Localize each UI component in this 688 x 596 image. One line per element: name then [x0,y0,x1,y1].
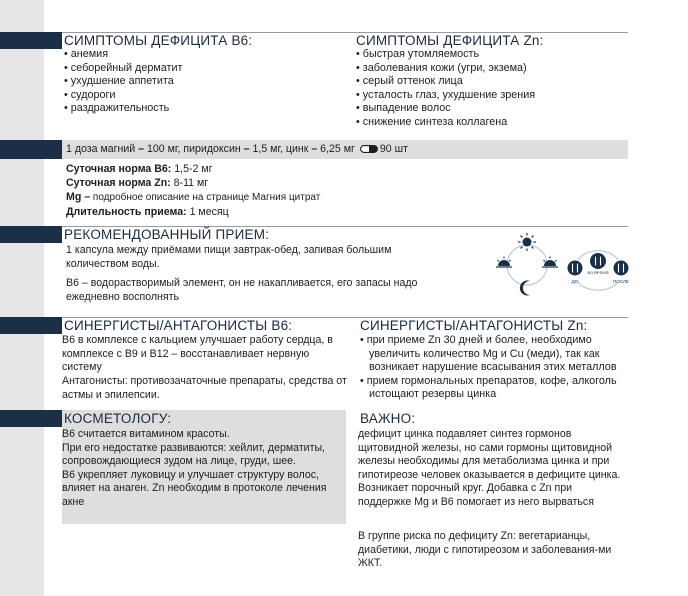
cosmetology-text: В6 считается витамином красоты. При его недостатке развиваются: хейлит, дерматиты, сопровождающиеся зудом на лице, груди, шее. В6 укрепляет луковицу и улучшает структуру волос, влияет на анаген. Zn необходим в протоколе лечения акне [62,428,327,508]
list-item: • ухудшение аппетита [64,75,182,89]
list-item: • серый оттенок лица [356,75,535,89]
intake-text-2: В6 – водорастворимый элемент, он не накапливается, его запасы надо ежедневно восполнять [66,277,418,303]
section-marker-deficit [0,32,62,49]
cosmetology-title: КОСМЕТОЛОГУ: [64,411,172,426]
left-sidebar [0,0,44,596]
list-item: • анемия [64,48,182,62]
meal-during-label: ВО ВРЕМЯ [587,270,609,275]
sunrise-icon [496,257,512,268]
b6-deficit-list [64,48,182,116]
important-text-2: В группе риска по дефициту Zn: вегетарианцы, диабетики, люди с гипотиреозом и заболевания-ми ЖКТ. [358,530,612,570]
meal-after-icon [614,261,629,276]
sunset-icon [542,257,558,268]
section-marker-intake [0,226,62,243]
important-title: ВАЖНО: [360,411,416,426]
dose-line: 1 доза магний – 100 мг, пиридоксин – 1,5 мг, цинк – 6,25 мг 90 шт [66,143,408,155]
important-text-1: дефицит цинка подавляет синтез гормонов щитовидной железы, но сами гормоны щитовидной железы необходимы для метаболизма цинка и при гипотиреозе человек оказывается в дефиците цинка. Возникает порочный круг. Добавка с Zn при поддержке Mg и В6 помогает из него вырваться [358,428,621,508]
list-item: • усталость глаз, ухудшение зрения [356,89,535,103]
day-cycle-icon [494,232,560,298]
list-item: • судороги [64,89,182,103]
meal-during-icon [590,253,606,269]
zn-synergy-title: СИНЕРГИСТЫ/АНТАГОНИСТЫ Zn: [360,318,588,333]
list-item: • раздражительность [64,102,182,116]
meal-before-label: ДО [571,279,579,284]
list-item: • быстрая утомляемость [356,48,535,62]
meal-before-icon [568,261,583,276]
section-marker-dose [0,140,62,159]
sun-icon [518,233,536,251]
norms-block: Суточная норма В6: 1,5-2 мг Суточная норма Zn: 8-11 мг Mg – подробное описание на странице Магния цитрат Длительность приема: 1 месяц [66,163,321,218]
zn-deficit-title: СИМПТОМЫ ДЕФИЦИТА Zn: [356,33,544,48]
list-item: • прием гормональных препаратов, кофе, алкоголь истощают резервы цинка [360,375,628,402]
list-item: • себорейный дерматит [64,62,182,76]
moon-icon [520,281,530,296]
section-marker-cosmetology [0,410,62,427]
b6-antagonists-text: Антагонисты: противозачаточные препараты, средства от астмы и эпилепсии. [62,375,347,401]
meal-cycle-icon [566,250,630,292]
b6-synergy-title: СИНЕРГИСТЫ/АНТАГОНИСТЫ В6: [64,318,293,333]
intake-text-1: 1 капсула между приёмами пищи завтрак-обед, запивая большим количеством воды. [66,244,392,270]
meal-after-label: ПОСЛЕ [612,279,630,284]
list-item: • снижение синтеза коллагена [356,116,535,130]
zn-synergy-list [360,334,628,402]
zn-deficit-list [356,48,535,130]
list-item: • при приеме Zn 30 дней и более, необходимо увеличить количество Mg и Cu (меди), так как возникает нарушение всасывания этих металлов [360,334,628,375]
capsule-icon [360,145,378,153]
list-item: • заболевания кожи (угри, экзема) [356,62,535,76]
b6-deficit-title: СИМПТОМЫ ДЕФИЦИТА В6: [64,33,253,48]
list-item: • выпадение волос [356,102,535,116]
b6-synergy-text: В6 в комплексе с кальцием улучшает работу сердца, в комплексе с В9 и В12 – восстанавливает нервную систему [62,334,333,374]
intake-title: РЕКОМЕНДОВАННЫЙ ПРИЕМ: [64,227,270,242]
section-marker-synergy [0,317,62,334]
